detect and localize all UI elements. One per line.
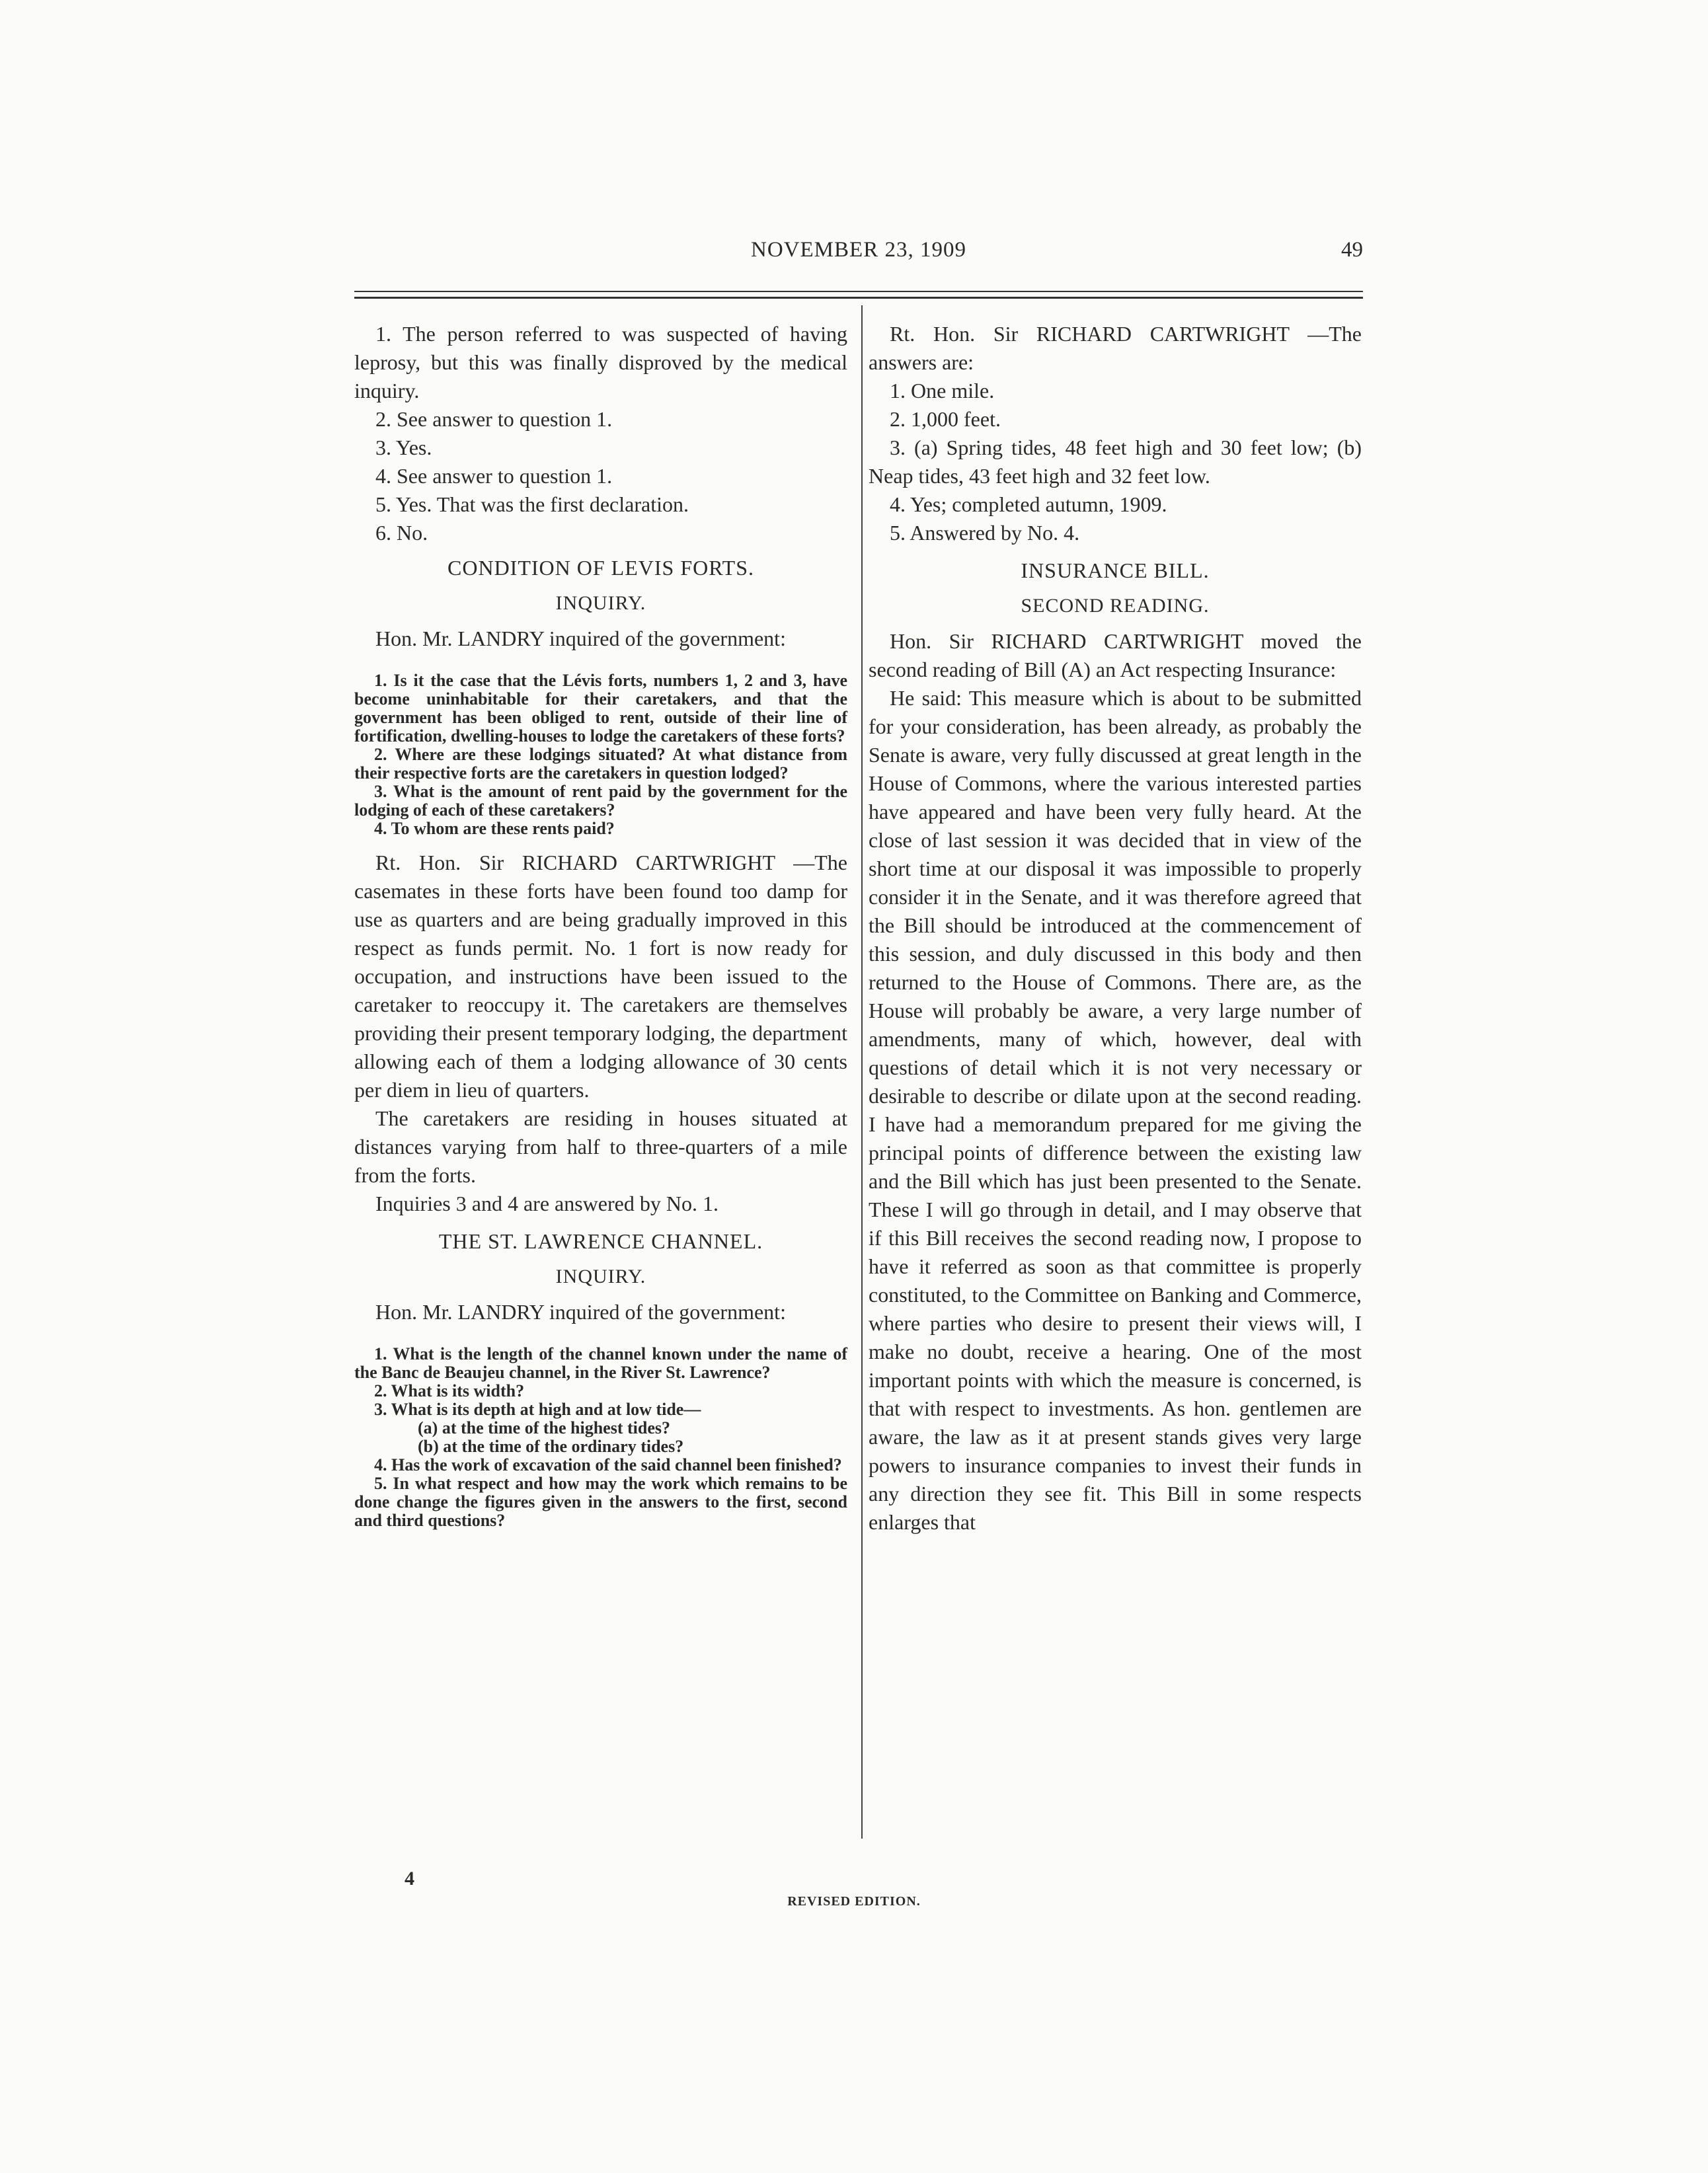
answer-paragraph: Inquiries 3 and 4 are answered by No. 1.	[375, 1192, 718, 1215]
signature-mark: 4	[405, 1868, 414, 1889]
question: 3. What is its depth at high and at low tide—	[374, 1400, 701, 1419]
question: 5. In what respect and how may the work which remains to be done change the figures given in the answers to the first, second and third questions?	[354, 1474, 847, 1530]
section-heading: CONDITION OF LEVIS FORTS.	[447, 556, 754, 580]
page-header	[354, 238, 1363, 271]
section-subheading: INQUIRY.	[555, 1266, 646, 1287]
list-item: 2. See answer to question 1.	[375, 407, 613, 431]
question: 4. To whom are these rents paid?	[374, 819, 615, 838]
list-item: 1. The person referred to was suspected of having leprosy, but this was finally disproved by the medical inquiry.	[354, 322, 847, 402]
right-column	[869, 320, 1362, 1537]
edition-footer: REVISED EDITION.	[787, 1894, 921, 1909]
question: 3. What is the amount of rent paid by the government for the lodging of each of these caretakers?	[354, 782, 847, 820]
question: 1. Is it the case that the Lévis forts, numbers 1, 2 and 3, have become uninhabitable for their caretakers, and that the government has been obliged to rent, outside of their line of fortification, dwelling-houses to lodge the caretakers of these forts?	[354, 671, 847, 745]
column-divider	[861, 305, 863, 1839]
question-sub: (a) at the time of the highest tides?	[418, 1418, 670, 1437]
answer-item: 3. (a) Spring tides, 48 feet high and 30 feet low; (b) Neap tides, 43 feet high and 32 feet low.	[869, 436, 1362, 488]
answer-item: 4. Yes; completed autumn, 1909.	[890, 492, 1167, 516]
header-rules	[354, 291, 1363, 300]
answer-item: 1. One mile.	[890, 379, 995, 402]
left-column	[354, 320, 847, 1530]
section-subheading: INQUIRY.	[555, 592, 646, 614]
answer-paragraph: Rt. Hon. Sir RICHARD CARTWRIGHT —The casemates in these forts have been found too damp for use as quarters and are being gradually improved in this respect as funds permit. No. 1 fort is now ready for occupation, and instructions have been issued to the caretaker to reoccupy it. The caretakers are themselves providing their present temporary lodging, the department allowing each of them a lodging allowance of 30 cents per diem in lieu of quarters.	[354, 851, 847, 1102]
inquiry-intro: Hon. Mr. LANDRY inquired of the government:	[375, 1300, 786, 1324]
answer-item: 2. 1,000 feet.	[890, 407, 1001, 431]
section-heading: THE ST. LAWRENCE CHANNEL.	[438, 1229, 763, 1253]
question: 2. What is its width?	[374, 1381, 525, 1400]
motion-paragraph: Hon. Sir RICHARD CARTWRIGHT moved the second reading of Bill (A) an Act respecting Insurance:	[869, 629, 1362, 681]
speech-paragraph: He said: This measure which is about to be submitted for your consideration, has been already, as probably the Senate is aware, very fully discussed at great length in the House of Commons, where the various interested parties have appeared and have been very fully heard. At the close of last session it was decided that in view of the short time at our disposal it was impossible to properly consider it in the Senate, and it was therefore agreed that the Bill should be introduced at the commencement of this session, and duly discussed in this body and then returned to the House of Commons. There are, as the House will probably be aware, a very large number of amendments, many of which, however, deal with questions of detail which it is not very necessary or desirable to describe or dilate upon at the second reading. I have had a memorandum prepared for me giving the principal points of difference between the existing law and the Bill which has just been presented to the Senate. These I will go through in detail, and I may observe that if this Bill receives the second reading now, I propose to have it referred as soon as that committee is properly constituted, to the Committee on Banking and Commerce, where parties who desire to present their views will, I make no doubt, receive a hearing. One of the most important points with which the measure is concerned, is that with respect to investments. As hon. gentlemen are aware, the law as it at present stands gives very large powers to insurance companies to invest their funds in any direction they see fit. This Bill in some respects enlarges that	[869, 686, 1362, 1534]
section-heading: INSURANCE BILL.	[1021, 558, 1210, 582]
page-number: 49	[1341, 238, 1363, 262]
inquiry-intro: Hon. Mr. LANDRY inquired of the government:	[375, 627, 786, 650]
list-item: 6. No.	[375, 521, 428, 545]
answer-paragraph: The caretakers are residing in houses situated at distances varying from half to three-quarters of a mile from the forts.	[354, 1106, 847, 1187]
list-item: 5. Yes. That was the first declaration.	[375, 492, 689, 516]
question: 4. Has the work of excavation of the said channel been finished?	[374, 1455, 842, 1474]
answer-item: 5. Answered by No. 4.	[890, 521, 1080, 545]
question: 1. What is the length of the channel known under the name of the Banc de Beaujeu channel, in the River St. Lawrence?	[354, 1344, 847, 1382]
list-item: 4. See answer to question 1.	[375, 464, 613, 488]
question: 2. Where are these lodgings situated? At what distance from their respective forts are the caretakers in question lodged?	[354, 745, 847, 782]
section-subheading: SECOND READING.	[1021, 595, 1210, 617]
answer-intro: Rt. Hon. Sir RICHARD CARTWRIGHT —The answers are:	[869, 322, 1362, 374]
page-date: NOVEMBER 23, 1909	[751, 238, 966, 262]
list-item: 3. Yes.	[375, 436, 432, 459]
question-sub: (b) at the time of the ordinary tides?	[418, 1437, 684, 1456]
